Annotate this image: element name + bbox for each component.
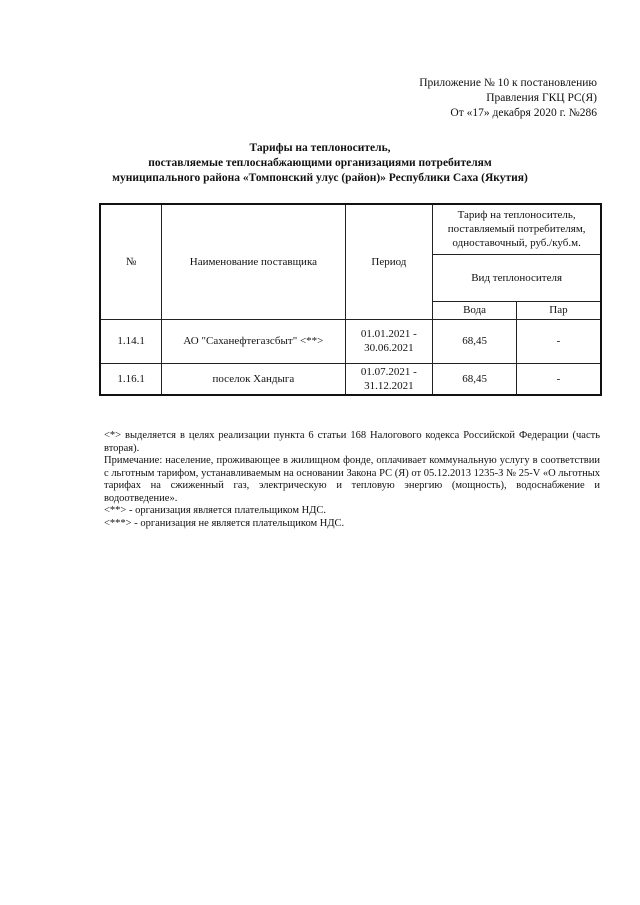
document-title <box>0 141 640 186</box>
row-water: 68,45 <box>433 319 517 363</box>
row-number: 1.16.1 <box>100 363 162 395</box>
row-period <box>345 363 433 395</box>
row-period-start: 01.07.2021 - <box>360 365 417 378</box>
footnote-population-note: Примечание: население, проживающее в жилищном фонде, оплачивает коммунальную услугу в соответствии с льготным тарифом, устанавливаемым на основании Закона РС (Я) от 05.12.2013 1235-З № 25-V «О льготных тарифах на сжиженный газ, электрическую и тепловую энергию (мощность), водоснабжение и водоотведение». <box>104 455 600 504</box>
row-supplier: АО "Саханефтегазсбыт" <**> <box>162 319 345 363</box>
row-supplier: поселок Хандыга <box>162 363 345 395</box>
header-tariff: Тариф на теплоноситель, поставляемый потребителям, одноставочный, руб./куб.м. <box>433 204 601 254</box>
row-period-start: 01.01.2021 - <box>360 328 417 340</box>
footnote-not-vat-payer: <***> - организация не является плательщиком НДС. <box>104 517 345 529</box>
header-carrier-type: Вид теплоносителя <box>433 254 601 301</box>
header-line-date: От «17» декабря 2020 г. №286 <box>450 107 597 119</box>
row-steam: - <box>516 363 601 395</box>
table-row <box>100 363 601 395</box>
row-steam: - <box>516 319 601 363</box>
row-number: 1.14.1 <box>100 319 162 363</box>
document-header <box>419 76 597 121</box>
title-line-2: поставляемые теплоснабжающими организациями потребителям <box>148 157 492 169</box>
header-steam: Пар <box>516 301 601 319</box>
title-line-1: Тарифы на теплоноситель, <box>249 142 391 154</box>
header-supplier: Наименование поставщика <box>162 204 345 319</box>
row-period-end: 30.06.2021 <box>364 342 414 354</box>
row-period <box>345 319 433 363</box>
row-water: 68,45 <box>433 363 517 395</box>
header-line-appendix: Приложение № 10 к постановлению <box>419 77 597 89</box>
header-water: Вода <box>433 301 517 319</box>
footnotes <box>104 430 600 530</box>
title-line-3: муниципального района «Томпонский улус (район)» Республики Саха (Якутия) <box>112 172 528 184</box>
footnote-vat-allocated: <*> выделяется в целях реализации пункта 6 статьи 168 Налогового кодекса Российской Федерации (часть вторая). <box>104 430 600 454</box>
header-line-board: Правления ГКЦ РС(Я) <box>486 92 597 104</box>
footnote-vat-payer: <**> - организация является плательщиком НДС. <box>104 505 326 516</box>
header-number: № <box>100 204 162 319</box>
header-period: Период <box>345 204 433 319</box>
row-period-end: 31.12.2021 <box>364 379 414 392</box>
tariff-table <box>99 203 602 396</box>
table-row <box>100 319 601 363</box>
